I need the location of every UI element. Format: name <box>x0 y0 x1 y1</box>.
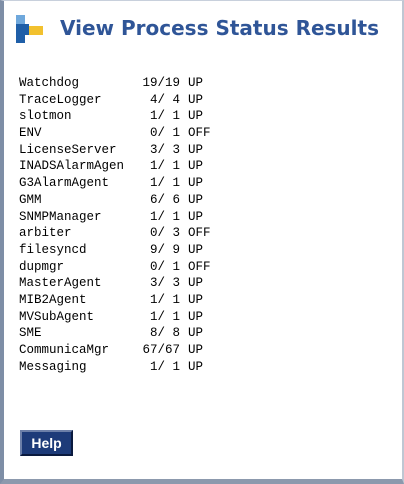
process-name: Messaging <box>19 359 87 374</box>
process-count: 1/ 1 <box>149 176 180 191</box>
process-state: UP <box>188 326 204 341</box>
process-row <box>19 292 211 309</box>
process-name: SNMPManager <box>19 209 102 224</box>
process-count: 1/ 1 <box>149 292 180 307</box>
process-state: UP <box>188 92 204 107</box>
process-state: UP <box>188 242 204 257</box>
process-name: slotmon <box>19 109 72 124</box>
process-name: dupmgr <box>19 259 65 274</box>
process-name: INADSAlarmAgen <box>19 159 124 174</box>
process-name: MasterAgent <box>19 276 102 291</box>
process-row <box>19 209 211 226</box>
process-count: 8/ 8 <box>149 326 180 341</box>
process-state: OFF <box>188 126 211 141</box>
process-count: 1/ 1 <box>149 109 180 124</box>
process-count: 1/ 1 <box>149 159 180 174</box>
process-count: 3/ 3 <box>149 142 180 157</box>
process-name: Watchdog <box>19 76 80 90</box>
process-state: UP <box>188 359 204 374</box>
process-count: 1/ 1 <box>149 309 180 324</box>
process-row <box>19 192 211 209</box>
process-state: UP <box>188 159 204 174</box>
process-name: ENV <box>19 126 42 141</box>
process-name: arbiter <box>19 226 72 241</box>
process-count: 19/19 <box>142 76 180 90</box>
process-row <box>19 242 211 259</box>
process-row <box>19 359 211 376</box>
process-state: UP <box>188 176 204 191</box>
process-count: 4/ 4 <box>149 92 180 107</box>
process-state: UP <box>188 309 204 324</box>
process-count: 67/67 <box>142 343 180 357</box>
process-row <box>19 259 211 276</box>
process-status-list <box>19 75 211 375</box>
blue-yellow-blocks-logo-icon <box>14 13 46 45</box>
process-row <box>19 125 211 142</box>
process-count: 6/ 6 <box>149 192 180 207</box>
process-name: filesyncd <box>19 242 87 257</box>
process-count: 9/ 9 <box>149 242 180 257</box>
process-name: CommunicaMgr <box>19 343 110 357</box>
help-button[interactable]: Help <box>20 430 73 456</box>
process-row <box>19 158 211 175</box>
process-name: SME <box>19 326 42 341</box>
process-row <box>19 309 211 326</box>
process-state: UP <box>188 142 204 157</box>
process-row <box>19 275 211 292</box>
process-count: 0/ 1 <box>149 126 180 141</box>
process-state: OFF <box>188 226 211 241</box>
process-name: GMM <box>19 192 42 207</box>
process-row <box>19 108 211 125</box>
process-count: 0/ 1 <box>149 259 180 274</box>
process-name: LicenseServer <box>19 142 117 157</box>
process-row <box>19 325 211 342</box>
process-state: UP <box>188 276 204 291</box>
process-count: 1/ 1 <box>149 209 180 224</box>
process-row <box>19 92 211 109</box>
process-count: 1/ 1 <box>149 359 180 374</box>
process-state: OFF <box>188 259 211 274</box>
process-name: MIB2Agent <box>19 292 87 307</box>
process-row <box>19 342 211 359</box>
process-name: TraceLogger <box>19 92 102 107</box>
page-title: View Process Status Results <box>60 16 379 40</box>
process-row <box>19 175 211 192</box>
process-state: UP <box>188 343 204 357</box>
process-state: UP <box>188 109 204 124</box>
process-state: UP <box>188 209 204 224</box>
process-count: 3/ 3 <box>149 276 180 291</box>
process-count: 0/ 3 <box>149 226 180 241</box>
process-row <box>19 225 211 242</box>
process-state: UP <box>188 76 204 90</box>
process-name: MVSubAgent <box>19 309 95 324</box>
process-state: UP <box>188 192 204 207</box>
process-row <box>19 75 211 92</box>
process-row <box>19 142 211 159</box>
process-name: G3AlarmAgent <box>19 176 110 191</box>
page-header <box>14 13 394 45</box>
process-state: UP <box>188 292 204 307</box>
